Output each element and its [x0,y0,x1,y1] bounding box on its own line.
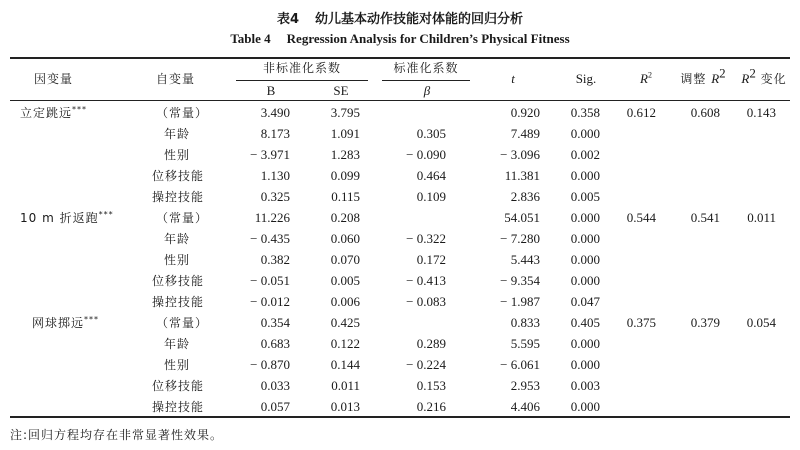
independent-variable: 操控技能 [152,400,205,414]
significance-mark: *** [84,315,100,324]
adjusted-r2-value: 0.541 [690,210,720,225]
header-adjusted-r2-sup: 2 [719,65,726,81]
header-r2-change-sup: 2 [749,65,756,81]
b-value: 0.033 [260,378,290,393]
header-rule [10,100,790,101]
header-r2-change-base: R [741,71,750,86]
unstd-group-rule [236,80,368,81]
table-title-english-text: Regression Analysis for Children’s Physical Fitness [286,31,570,46]
header-dependent: 因变量 [34,72,74,86]
b-value: 0.354 [260,315,290,330]
table-title-english [0,31,800,47]
b-value: 0.683 [260,336,290,351]
t-value: 7.489 [510,126,540,141]
table-note: 注:回归方程均存在非常显著性效果。 [10,428,224,442]
top-rule [10,57,790,59]
sig-value: 0.000 [570,126,600,141]
se-value: 0.011 [331,378,360,393]
b-value: 11.226 [254,210,290,225]
header-b: B [266,83,276,98]
independent-variable: 年龄 [164,232,191,246]
table-title-chinese-text: 幼儿基本动作技能对体能的回归分析 [315,12,524,27]
t-value: 54.051 [504,210,540,225]
table-title-chinese [0,8,800,27]
header-r2-change [734,65,794,88]
b-value: 0.382 [260,252,290,267]
header-standardized-group: 标准化系数 [393,61,459,75]
t-value: 5.443 [510,252,540,267]
b-value: − 0.870 [250,357,290,372]
se-value: 0.005 [330,273,360,288]
se-value: 0.060 [330,231,360,246]
b-value: − 0.012 [250,294,290,309]
r2-change-value: 0.143 [746,105,776,120]
beta-value: 0.289 [416,336,446,351]
se-value: 0.144 [330,357,360,372]
dependent-name: 立定跳远 [20,106,73,120]
sig-value: 0.047 [570,294,600,309]
header-r2 [626,71,666,87]
b-value: − 0.435 [250,231,290,246]
significance-mark: *** [98,210,114,219]
independent-variable: 性别 [164,148,191,162]
b-value: 1.130 [260,168,290,183]
sig-value: 0.000 [570,252,600,267]
t-value: 0.920 [510,105,540,120]
t-value: 5.595 [510,336,540,351]
sig-value: 0.005 [570,189,600,204]
t-value: − 9.354 [500,273,540,288]
r2-value: 0.544 [626,210,656,225]
r2-change-value: 0.011 [747,210,776,225]
sig-value: 0.000 [570,231,600,246]
b-value: 0.325 [260,189,290,204]
b-value: 0.057 [260,399,290,414]
beta-value: 0.216 [416,399,446,414]
beta-value: − 0.413 [406,273,446,288]
se-value: 0.122 [330,336,360,351]
dependent-name: 网球掷远 [32,316,85,330]
beta-value: − 0.224 [406,357,446,372]
se-value: 0.013 [330,399,360,414]
header-beta: β [423,83,431,98]
se-value: 0.208 [330,210,360,225]
se-value: 1.283 [330,147,360,162]
t-value: 2.836 [510,189,540,204]
b-value: − 0.051 [250,273,290,288]
independent-variable: 位移技能 [152,169,205,183]
t-value: − 6.061 [500,357,540,372]
significance-mark: *** [72,105,88,114]
header-sig: Sig. [575,71,597,86]
beta-value: 0.172 [416,252,446,267]
beta-value: 0.153 [416,378,446,393]
se-value: 0.425 [330,315,360,330]
b-value: 3.490 [260,105,290,120]
t-value: − 3.096 [500,147,540,162]
independent-variable: 操控技能 [152,190,205,204]
t-value: − 7.280 [500,231,540,246]
bottom-rule [10,416,790,418]
adjusted-r2-value: 0.608 [690,105,720,120]
header-t: t [511,71,515,86]
se-value: 1.091 [330,126,360,141]
sig-value: 0.000 [570,168,600,183]
beta-value: 0.464 [416,168,446,183]
independent-variable: 性别 [164,253,191,267]
sig-value: 0.405 [570,315,600,330]
independent-variable: 年龄 [164,127,191,141]
se-value: 3.795 [330,105,360,120]
independent-variable: 位移技能 [152,274,205,288]
dependent-label [20,105,87,121]
se-value: 0.006 [330,294,360,309]
header-r2-base: R [640,71,648,86]
se-value: 0.099 [330,168,360,183]
t-value: − 1.987 [500,294,540,309]
t-value: 4.406 [510,399,540,414]
beta-value: − 0.090 [406,147,446,162]
header-adjusted-prefix: 调整 [680,72,712,86]
header-se: SE [333,83,349,98]
header-r2-change-suffix: 变化 [755,72,787,86]
independent-variable: （常量） [156,106,209,120]
independent-variable: （常量） [156,211,209,225]
sig-value: 0.000 [570,273,600,288]
independent-variable: 年龄 [164,337,191,351]
r2-value: 0.612 [626,105,656,120]
sig-value: 0.002 [570,147,600,162]
header-unstandardized-group: 非标准化系数 [262,61,341,75]
b-value: 8.173 [260,126,290,141]
beta-value: 0.109 [416,189,446,204]
std-group-rule [382,80,470,81]
header-adjusted-r2-base: R [711,71,720,86]
independent-variable: 操控技能 [152,295,205,309]
se-value: 0.115 [331,189,360,204]
header-independent: 自变量 [156,72,196,86]
dependent-label [20,210,114,226]
dependent-label [32,315,99,331]
independent-variable: 性别 [164,358,191,372]
independent-variable: （常量） [156,316,209,330]
independent-variable: 位移技能 [152,379,205,393]
sig-value: 0.003 [570,378,600,393]
sig-value: 0.358 [570,105,600,120]
dependent-name: 10 m 折返跑 [20,211,99,225]
sig-value: 0.000 [570,336,600,351]
table-label-chinese: 表4 [276,12,300,27]
sig-value: 0.000 [570,399,600,414]
sig-value: 0.000 [570,210,600,225]
se-value: 0.070 [330,252,360,267]
beta-value: 0.305 [416,126,446,141]
table-label-english: Table 4 [230,31,271,46]
header-adjusted-r2 [672,65,734,88]
adjusted-r2-value: 0.379 [690,315,720,330]
t-value: 11.381 [504,168,540,183]
sig-value: 0.000 [570,357,600,372]
r2-value: 0.375 [626,315,656,330]
t-value: 2.953 [510,378,540,393]
r2-change-value: 0.054 [746,315,776,330]
beta-value: − 0.083 [406,294,446,309]
beta-value: − 0.322 [406,231,446,246]
t-value: 0.833 [510,315,540,330]
b-value: − 3.971 [250,147,290,162]
header-r2-sup: 2 [647,70,652,80]
